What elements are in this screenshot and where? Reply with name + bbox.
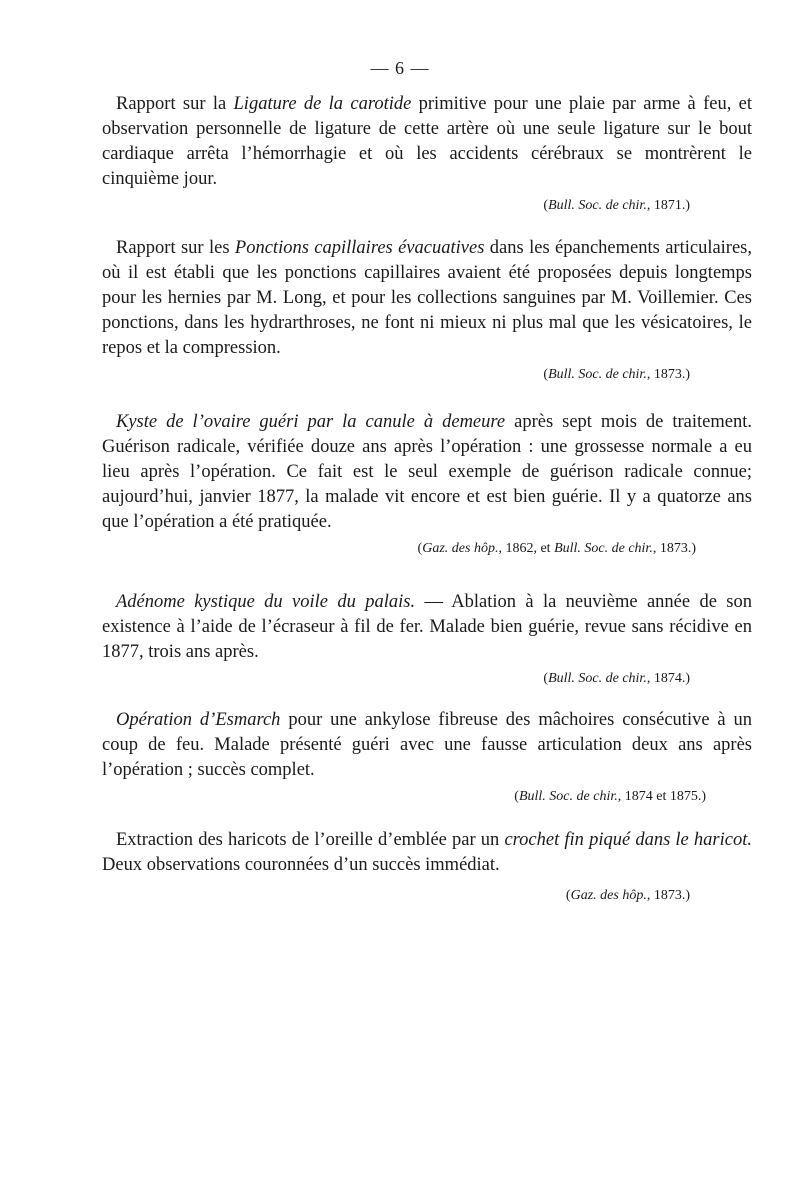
entry-ligature-carotide <box>102 92 752 214</box>
entry-kyste-ovaire <box>102 410 752 557</box>
entry-text: Rapport sur les Ponctions capillaires évacuatives dans les épanchements articulaires, où il est établi que les ponctions capillaires avaient été proposées depuis longtemps pour les hernies par M. Long, et pour les collections sanguines par M. Voillemier. Ces ponctions, dans les hydrarthroses, ne font ni mieux ni plus mal que les vésicatoires, le repos et la compression. <box>102 238 753 358</box>
entry-reference: (Gaz. des hôp., 1873.) <box>565 888 690 903</box>
entry-text: Adénome kystique du voile du palais. — Ablation à la neuvième année de son existence à l’aide de l’écraseur à fil de fer. Malade bien guérie, revue sans récidive en 1877, trois ans après. <box>102 592 752 662</box>
page-number: — 6 — <box>370 58 430 78</box>
entry-extraction-haricots <box>102 828 752 904</box>
entry-text: Rapport sur la Ligature de la carotide primitive pour une plaie par arme à feu, et observation personnelle de ligature de cette artère où une seule ligature sur le bout cardiaque arrêta l’hémorrhagie et où les accidents cérébraux se montrèrent le cinquième jour. <box>102 94 752 189</box>
entry-reference: (Gaz. des hôp., 1862, et Bull. Soc. de chir., 1873.) <box>417 541 696 556</box>
entry-reference: (Bull. Soc. de chir., 1871.) <box>543 198 690 213</box>
entry-text: Extraction des haricots de l’oreille d’emblée par un crochet fin piqué dans le haricot. Deux observations couronnées d’un succès immédiat. <box>102 830 752 875</box>
entry-reference: (Bull. Soc. de chir., 1874 et 1875.) <box>514 789 706 804</box>
entry-reference: (Bull. Soc. de chir., 1874.) <box>543 671 690 686</box>
entry-text: Kyste de l’ovaire guéri par la canule à demeure après sept mois de traitement. Guérison radicale, vérifiée douze ans après l’opération : une grossesse normale a eu lieu après l’opération. Ce fait est le seul exemple de guérison radicale connue; aujourd’hui, janvier 1877, la malade vit encore et est bien guérie. Il y a quatorze ans que l’opération a été pratiquée. <box>102 412 752 532</box>
entry-text: Opération d’Esmarch pour une ankylose fibreuse des mâchoires consécutive à un coup de feu. Malade présenté guéri avec une fausse articulation deux ans après l’opération ; succès complet. <box>102 710 753 780</box>
entry-operation-esmarch <box>102 708 752 805</box>
entry-adenome-kystique <box>102 590 752 687</box>
entry-reference: (Bull. Soc. de chir., 1873.) <box>543 367 690 382</box>
entry-ponctions-capillaires <box>102 236 752 383</box>
